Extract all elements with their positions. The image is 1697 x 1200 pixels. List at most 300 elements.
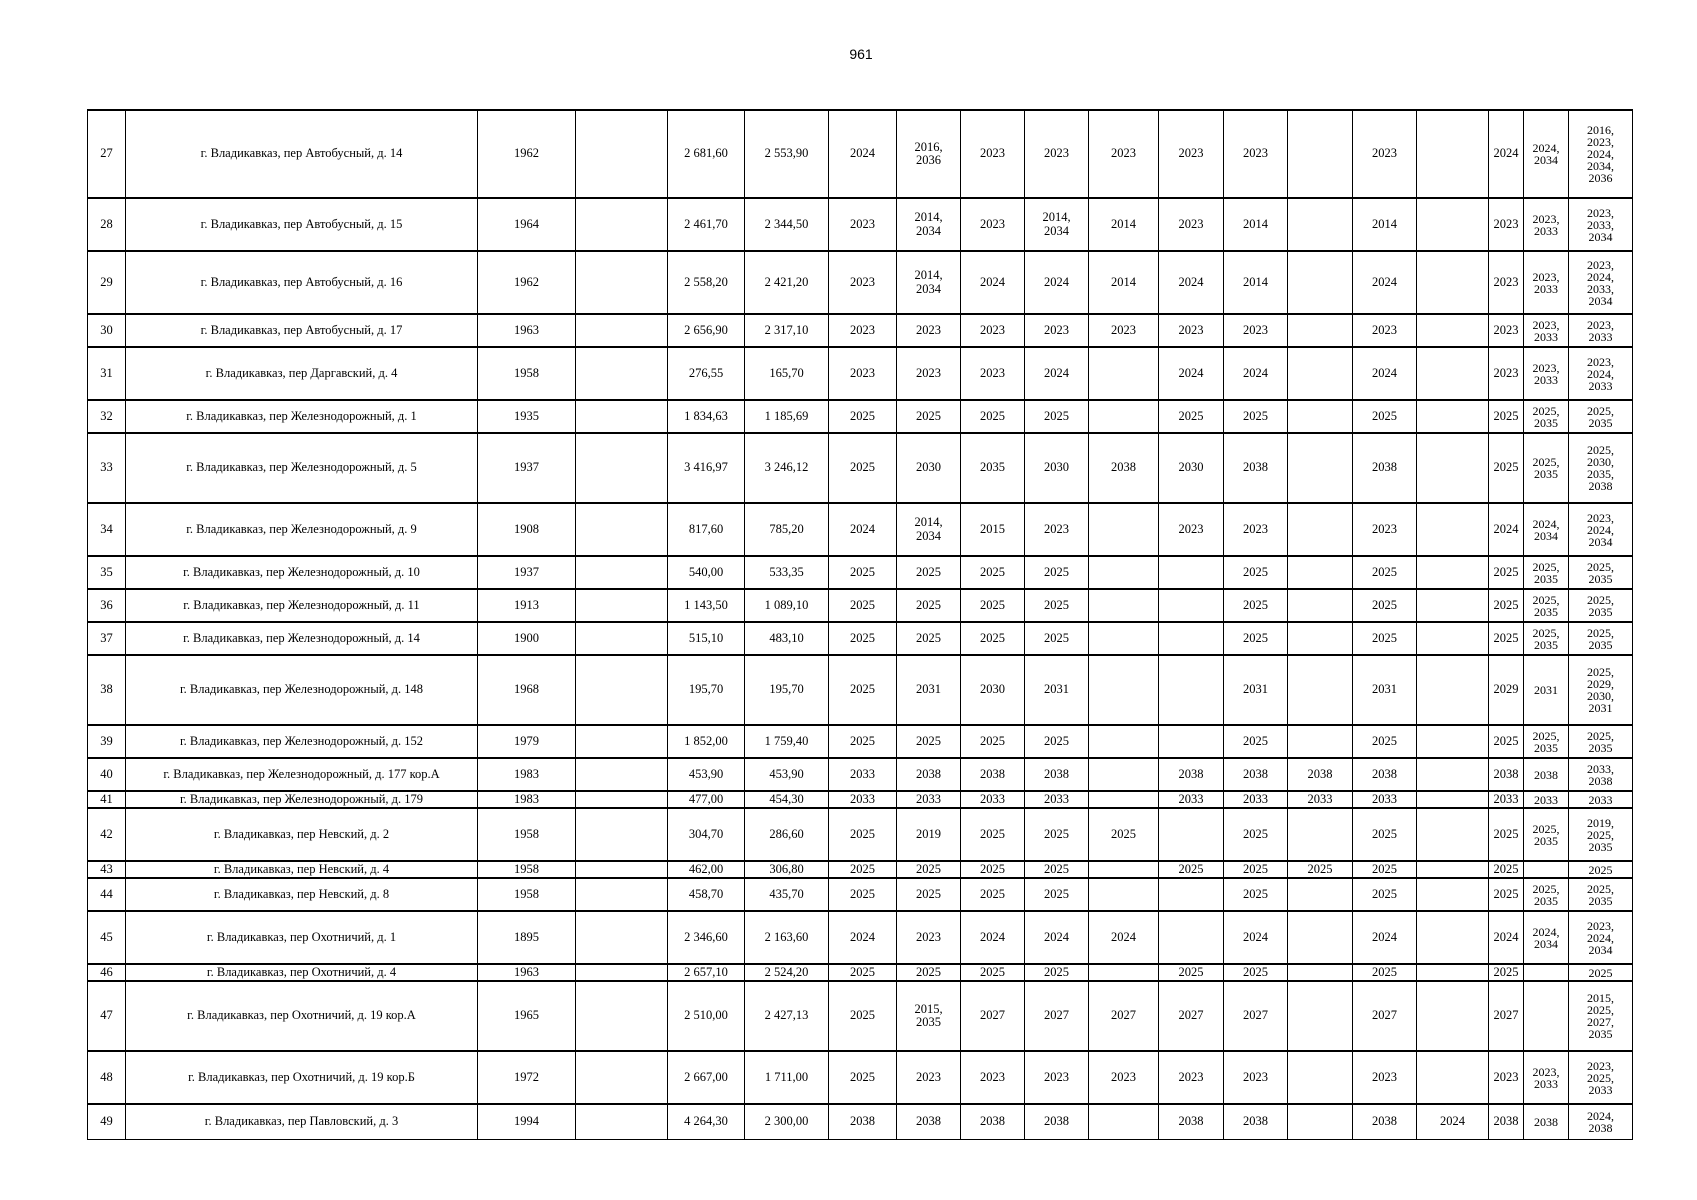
cell-row-number: 28 bbox=[88, 198, 126, 251]
cell-year-col-8 bbox=[1288, 347, 1353, 400]
cell-year-col-5 bbox=[1089, 556, 1159, 589]
cell-year-col-8 bbox=[1288, 655, 1353, 725]
cell-empty-cell bbox=[576, 503, 668, 556]
cell-year-col-13: 2025, 2035 bbox=[1569, 878, 1633, 911]
cell-year-col-6: 2025 bbox=[1159, 964, 1224, 981]
cell-row-number: 32 bbox=[88, 400, 126, 433]
cell-year-col-9: 2033 bbox=[1353, 791, 1417, 808]
cell-year-col-10 bbox=[1417, 981, 1489, 1051]
cell-year-col-13: 2033 bbox=[1569, 791, 1633, 808]
cell-empty-cell bbox=[576, 964, 668, 981]
table-row bbox=[88, 964, 1633, 981]
cell-total-area: 2 667,00 bbox=[668, 1051, 745, 1104]
cell-empty-cell bbox=[576, 347, 668, 400]
cell-year-col-1: 2025 bbox=[829, 556, 897, 589]
cell-empty-cell bbox=[576, 1104, 668, 1139]
cell-year-col-3: 2025 bbox=[961, 808, 1025, 861]
table-row bbox=[88, 791, 1633, 808]
cell-year-col-3: 2015 bbox=[961, 503, 1025, 556]
cell-address: г. Владикавказ, пер Невский, д. 2 bbox=[126, 808, 478, 861]
cell-year-col-4: 2023 bbox=[1025, 1051, 1089, 1104]
cell-row-number: 49 bbox=[88, 1104, 126, 1139]
cell-year-col-1: 2025 bbox=[829, 725, 897, 758]
cell-year-col-5 bbox=[1089, 725, 1159, 758]
cell-year-col-1: 2025 bbox=[829, 400, 897, 433]
cell-year-col-9: 2024 bbox=[1353, 347, 1417, 400]
cell-year-col-9: 2025 bbox=[1353, 556, 1417, 589]
cell-year-col-9: 2023 bbox=[1353, 1051, 1417, 1104]
cell-total-area: 304,70 bbox=[668, 808, 745, 861]
cell-total-area: 817,60 bbox=[668, 503, 745, 556]
cell-year-col-11: 2023 bbox=[1489, 251, 1524, 314]
cell-living-area: 165,70 bbox=[745, 347, 829, 400]
cell-year-col-1: 2025 bbox=[829, 1051, 897, 1104]
cell-year-col-3: 2025 bbox=[961, 622, 1025, 655]
cell-year-col-5: 2027 bbox=[1089, 981, 1159, 1051]
cell-address: г. Владикавказ, пер Железнодорожный, д. 5 bbox=[126, 433, 478, 503]
cell-year-col-8: 2038 bbox=[1288, 758, 1353, 791]
cell-year-col-3: 2030 bbox=[961, 655, 1025, 725]
cell-year-col-9: 2025 bbox=[1353, 878, 1417, 911]
cell-year-col-4: 2025 bbox=[1025, 878, 1089, 911]
cell-empty-cell bbox=[576, 911, 668, 964]
cell-year-col-5: 2014 bbox=[1089, 251, 1159, 314]
cell-row-number: 47 bbox=[88, 981, 126, 1051]
cell-row-number: 43 bbox=[88, 861, 126, 878]
cell-year-col-8: 2025 bbox=[1288, 861, 1353, 878]
cell-year-col-10 bbox=[1417, 808, 1489, 861]
cell-year-col-6 bbox=[1159, 655, 1224, 725]
table-body bbox=[88, 110, 1633, 1139]
cell-row-number: 27 bbox=[88, 110, 126, 198]
cell-year-col-7: 2033 bbox=[1224, 791, 1288, 808]
table-row bbox=[88, 556, 1633, 589]
cell-year-col-11: 2025 bbox=[1489, 725, 1524, 758]
cell-year-col-10 bbox=[1417, 725, 1489, 758]
cell-year-col-10 bbox=[1417, 622, 1489, 655]
cell-living-area: 1 185,69 bbox=[745, 400, 829, 433]
cell-empty-cell bbox=[576, 589, 668, 622]
cell-year-col-12: 2025, 2035 bbox=[1524, 400, 1569, 433]
cell-year-col-1: 2023 bbox=[829, 251, 897, 314]
cell-year-col-8 bbox=[1288, 878, 1353, 911]
cell-year-col-12: 2023, 2033 bbox=[1524, 198, 1569, 251]
cell-total-area: 2 558,20 bbox=[668, 251, 745, 314]
cell-address: г. Владикавказ, пер Охотничий, д. 19 кор.А bbox=[126, 981, 478, 1051]
cell-living-area: 1 711,00 bbox=[745, 1051, 829, 1104]
cell-year-col-4: 2025 bbox=[1025, 808, 1089, 861]
cell-year-col-3: 2023 bbox=[961, 1051, 1025, 1104]
cell-year-col-3: 2023 bbox=[961, 198, 1025, 251]
cell-empty-cell bbox=[576, 556, 668, 589]
table-row bbox=[88, 725, 1633, 758]
cell-year-col-11: 2038 bbox=[1489, 758, 1524, 791]
cell-year-col-4: 2023 bbox=[1025, 314, 1089, 347]
cell-year-col-4: 2024 bbox=[1025, 347, 1089, 400]
cell-living-area: 2 317,10 bbox=[745, 314, 829, 347]
cell-year-col-6: 2025 bbox=[1159, 400, 1224, 433]
table-row bbox=[88, 110, 1633, 198]
cell-address: г. Владикавказ, пер Автобусный, д. 14 bbox=[126, 110, 478, 198]
cell-year-col-5 bbox=[1089, 791, 1159, 808]
cell-year-col-1: 2038 bbox=[829, 1104, 897, 1139]
cell-year-col-7: 2025 bbox=[1224, 808, 1288, 861]
cell-year-col-10 bbox=[1417, 400, 1489, 433]
cell-year-col-12: 2023, 2033 bbox=[1524, 1051, 1569, 1104]
cell-year-col-7: 2025 bbox=[1224, 725, 1288, 758]
cell-year-col-4: 2024 bbox=[1025, 251, 1089, 314]
cell-year-col-7: 2025 bbox=[1224, 622, 1288, 655]
cell-year-col-8 bbox=[1288, 433, 1353, 503]
cell-year-col-8 bbox=[1288, 503, 1353, 556]
cell-year-col-13: 2015, 2025, 2027, 2035 bbox=[1569, 981, 1633, 1051]
cell-address: г. Владикавказ, пер Железнодорожный, д. 10 bbox=[126, 556, 478, 589]
cell-year-col-11: 2027 bbox=[1489, 981, 1524, 1051]
cell-year-col-2: 2025 bbox=[897, 861, 961, 878]
table-row bbox=[88, 503, 1633, 556]
cell-build-year: 1935 bbox=[478, 400, 576, 433]
cell-year-col-9: 2025 bbox=[1353, 622, 1417, 655]
cell-year-col-10 bbox=[1417, 433, 1489, 503]
cell-living-area: 2 344,50 bbox=[745, 198, 829, 251]
cell-build-year: 1979 bbox=[478, 725, 576, 758]
cell-year-col-10 bbox=[1417, 589, 1489, 622]
cell-build-year: 1958 bbox=[478, 878, 576, 911]
table-row bbox=[88, 1104, 1633, 1139]
cell-row-number: 34 bbox=[88, 503, 126, 556]
cell-year-col-3: 2038 bbox=[961, 1104, 1025, 1139]
cell-year-col-9: 2025 bbox=[1353, 400, 1417, 433]
cell-year-col-10 bbox=[1417, 758, 1489, 791]
cell-year-col-12: 2025, 2035 bbox=[1524, 725, 1569, 758]
cell-row-number: 31 bbox=[88, 347, 126, 400]
table-row bbox=[88, 589, 1633, 622]
cell-living-area: 2 300,00 bbox=[745, 1104, 829, 1139]
cell-address: г. Владикавказ, пер Железнодорожный, д. 148 bbox=[126, 655, 478, 725]
cell-year-col-13: 2023, 2024, 2034 bbox=[1569, 911, 1633, 964]
cell-year-col-7: 2025 bbox=[1224, 556, 1288, 589]
cell-year-col-12: 2025, 2035 bbox=[1524, 589, 1569, 622]
cell-year-col-2: 2015, 2035 bbox=[897, 981, 961, 1051]
cell-address: г. Владикавказ, пер Охотничий, д. 4 bbox=[126, 964, 478, 981]
cell-year-col-11: 2025 bbox=[1489, 964, 1524, 981]
cell-year-col-12: 2025, 2035 bbox=[1524, 433, 1569, 503]
cell-empty-cell bbox=[576, 622, 668, 655]
cell-year-col-1: 2025 bbox=[829, 861, 897, 878]
cell-empty-cell bbox=[576, 110, 668, 198]
cell-year-col-3: 2025 bbox=[961, 400, 1025, 433]
cell-year-col-8 bbox=[1288, 808, 1353, 861]
cell-year-col-5 bbox=[1089, 758, 1159, 791]
cell-row-number: 39 bbox=[88, 725, 126, 758]
cell-year-col-6: 2024 bbox=[1159, 251, 1224, 314]
cell-year-col-12: 2023, 2033 bbox=[1524, 314, 1569, 347]
cell-year-col-8 bbox=[1288, 1104, 1353, 1139]
cell-year-col-10 bbox=[1417, 1051, 1489, 1104]
cell-year-col-12 bbox=[1524, 964, 1569, 981]
cell-year-col-11: 2024 bbox=[1489, 503, 1524, 556]
cell-year-col-12: 2023, 2033 bbox=[1524, 347, 1569, 400]
cell-year-col-11: 2024 bbox=[1489, 110, 1524, 198]
cell-year-col-11: 2025 bbox=[1489, 433, 1524, 503]
cell-year-col-3: 2024 bbox=[961, 251, 1025, 314]
cell-year-col-6 bbox=[1159, 622, 1224, 655]
cell-row-number: 45 bbox=[88, 911, 126, 964]
cell-year-col-1: 2025 bbox=[829, 981, 897, 1051]
cell-year-col-9: 2025 bbox=[1353, 725, 1417, 758]
cell-build-year: 1968 bbox=[478, 655, 576, 725]
cell-total-area: 276,55 bbox=[668, 347, 745, 400]
cell-year-col-3: 2025 bbox=[961, 964, 1025, 981]
cell-build-year: 1908 bbox=[478, 503, 576, 556]
cell-year-col-1: 2024 bbox=[829, 911, 897, 964]
cell-year-col-9: 2024 bbox=[1353, 911, 1417, 964]
cell-year-col-6: 2038 bbox=[1159, 1104, 1224, 1139]
cell-year-col-13: 2023, 2033, 2034 bbox=[1569, 198, 1633, 251]
cell-year-col-9: 2038 bbox=[1353, 1104, 1417, 1139]
cell-year-col-3: 2025 bbox=[961, 861, 1025, 878]
cell-year-col-9: 2027 bbox=[1353, 981, 1417, 1051]
cell-year-col-10 bbox=[1417, 911, 1489, 964]
cell-empty-cell bbox=[576, 251, 668, 314]
cell-year-col-5 bbox=[1089, 347, 1159, 400]
cell-living-area: 1 759,40 bbox=[745, 725, 829, 758]
cell-empty-cell bbox=[576, 981, 668, 1051]
cell-year-col-1: 2025 bbox=[829, 655, 897, 725]
cell-year-col-1: 2023 bbox=[829, 347, 897, 400]
cell-year-col-6 bbox=[1159, 556, 1224, 589]
cell-year-col-2: 2014, 2034 bbox=[897, 251, 961, 314]
cell-row-number: 36 bbox=[88, 589, 126, 622]
cell-year-col-11: 2033 bbox=[1489, 791, 1524, 808]
cell-year-col-3: 2025 bbox=[961, 725, 1025, 758]
cell-row-number: 35 bbox=[88, 556, 126, 589]
cell-year-col-6: 2023 bbox=[1159, 314, 1224, 347]
cell-year-col-7: 2038 bbox=[1224, 433, 1288, 503]
cell-year-col-13: 2025, 2035 bbox=[1569, 725, 1633, 758]
cell-empty-cell bbox=[576, 198, 668, 251]
cell-year-col-8 bbox=[1288, 911, 1353, 964]
cell-year-col-5 bbox=[1089, 964, 1159, 981]
cell-address: г. Владикавказ, пер Железнодорожный, д. 177 кор.А bbox=[126, 758, 478, 791]
cell-year-col-5 bbox=[1089, 400, 1159, 433]
cell-year-col-7: 2023 bbox=[1224, 1051, 1288, 1104]
cell-year-col-1: 2025 bbox=[829, 622, 897, 655]
cell-year-col-1: 2025 bbox=[829, 964, 897, 981]
cell-year-col-9: 2014 bbox=[1353, 198, 1417, 251]
cell-year-col-11: 2025 bbox=[1489, 556, 1524, 589]
cell-row-number: 33 bbox=[88, 433, 126, 503]
cell-build-year: 1913 bbox=[478, 589, 576, 622]
cell-year-col-10 bbox=[1417, 791, 1489, 808]
cell-address: г. Владикавказ, пер Невский, д. 4 bbox=[126, 861, 478, 878]
cell-total-area: 2 656,90 bbox=[668, 314, 745, 347]
cell-living-area: 483,10 bbox=[745, 622, 829, 655]
cell-year-col-9: 2025 bbox=[1353, 964, 1417, 981]
cell-year-col-10 bbox=[1417, 878, 1489, 911]
cell-year-col-11: 2038 bbox=[1489, 1104, 1524, 1139]
cell-year-col-1: 2024 bbox=[829, 110, 897, 198]
cell-year-col-11: 2023 bbox=[1489, 347, 1524, 400]
cell-address: г. Владикавказ, пер Павловский, д. 3 bbox=[126, 1104, 478, 1139]
cell-year-col-6: 2023 bbox=[1159, 198, 1224, 251]
cell-living-area: 533,35 bbox=[745, 556, 829, 589]
cell-living-area: 453,90 bbox=[745, 758, 829, 791]
cell-year-col-11: 2029 bbox=[1489, 655, 1524, 725]
cell-build-year: 1983 bbox=[478, 758, 576, 791]
cell-year-col-12: 2038 bbox=[1524, 758, 1569, 791]
cell-year-col-8 bbox=[1288, 589, 1353, 622]
cell-build-year: 1958 bbox=[478, 861, 576, 878]
cell-year-col-3: 2024 bbox=[961, 911, 1025, 964]
cell-year-col-4: 2023 bbox=[1025, 503, 1089, 556]
cell-year-col-6: 2023 bbox=[1159, 503, 1224, 556]
cell-year-col-8 bbox=[1288, 314, 1353, 347]
cell-total-area: 1 143,50 bbox=[668, 589, 745, 622]
cell-year-col-7: 2025 bbox=[1224, 589, 1288, 622]
cell-total-area: 515,10 bbox=[668, 622, 745, 655]
cell-year-col-12: 2031 bbox=[1524, 655, 1569, 725]
cell-empty-cell bbox=[576, 878, 668, 911]
cell-year-col-10 bbox=[1417, 556, 1489, 589]
cell-year-col-1: 2025 bbox=[829, 878, 897, 911]
cell-year-col-4: 2033 bbox=[1025, 791, 1089, 808]
cell-year-col-5: 2025 bbox=[1089, 808, 1159, 861]
cell-year-col-11: 2025 bbox=[1489, 622, 1524, 655]
cell-year-col-2: 2014, 2034 bbox=[897, 198, 961, 251]
cell-year-col-11: 2024 bbox=[1489, 911, 1524, 964]
cell-year-col-8 bbox=[1288, 964, 1353, 981]
cell-year-col-13: 2025, 2035 bbox=[1569, 589, 1633, 622]
cell-total-area: 462,00 bbox=[668, 861, 745, 878]
cell-living-area: 306,80 bbox=[745, 861, 829, 878]
cell-year-col-2: 2023 bbox=[897, 314, 961, 347]
cell-year-col-8 bbox=[1288, 556, 1353, 589]
cell-address: г. Владикавказ, пер Железнодорожный, д. 1 bbox=[126, 400, 478, 433]
cell-living-area: 2 553,90 bbox=[745, 110, 829, 198]
cell-year-col-6: 2023 bbox=[1159, 1051, 1224, 1104]
cell-year-col-2: 2025 bbox=[897, 964, 961, 981]
cell-year-col-9: 2025 bbox=[1353, 589, 1417, 622]
cell-year-col-7: 2031 bbox=[1224, 655, 1288, 725]
cell-year-col-5: 2023 bbox=[1089, 314, 1159, 347]
table-row bbox=[88, 1051, 1633, 1104]
cell-empty-cell bbox=[576, 725, 668, 758]
cell-year-col-5 bbox=[1089, 503, 1159, 556]
cell-year-col-3: 2023 bbox=[961, 110, 1025, 198]
cell-address: г. Владикавказ, пер Невский, д. 8 bbox=[126, 878, 478, 911]
cell-living-area: 1 089,10 bbox=[745, 589, 829, 622]
cell-year-col-1: 2023 bbox=[829, 314, 897, 347]
table-row bbox=[88, 758, 1633, 791]
cell-year-col-3: 2035 bbox=[961, 433, 1025, 503]
cell-build-year: 1964 bbox=[478, 198, 576, 251]
cell-year-col-13: 2023, 2025, 2033 bbox=[1569, 1051, 1633, 1104]
cell-year-col-4: 2038 bbox=[1025, 758, 1089, 791]
cell-year-col-11: 2025 bbox=[1489, 400, 1524, 433]
table-row bbox=[88, 655, 1633, 725]
cell-year-col-5 bbox=[1089, 655, 1159, 725]
cell-empty-cell bbox=[576, 433, 668, 503]
cell-empty-cell bbox=[576, 758, 668, 791]
table-row bbox=[88, 347, 1633, 400]
cell-year-col-12: 2038 bbox=[1524, 1104, 1569, 1139]
cell-address: г. Владикавказ, пер Автобусный, д. 15 bbox=[126, 198, 478, 251]
cell-year-col-12: 2023, 2033 bbox=[1524, 251, 1569, 314]
cell-year-col-4: 2025 bbox=[1025, 556, 1089, 589]
table-row bbox=[88, 808, 1633, 861]
cell-year-col-1: 2023 bbox=[829, 198, 897, 251]
cell-row-number: 30 bbox=[88, 314, 126, 347]
cell-year-col-9: 2023 bbox=[1353, 314, 1417, 347]
cell-year-col-10 bbox=[1417, 251, 1489, 314]
cell-year-col-4: 2025 bbox=[1025, 964, 1089, 981]
cell-year-col-1: 2033 bbox=[829, 758, 897, 791]
cell-year-col-10 bbox=[1417, 964, 1489, 981]
cell-row-number: 41 bbox=[88, 791, 126, 808]
cell-row-number: 46 bbox=[88, 964, 126, 981]
cell-row-number: 37 bbox=[88, 622, 126, 655]
cell-year-col-13: 2023, 2033 bbox=[1569, 314, 1633, 347]
cell-year-col-1: 2024 bbox=[829, 503, 897, 556]
cell-year-col-4: 2025 bbox=[1025, 861, 1089, 878]
cell-year-col-13: 2025, 2029, 2030, 2031 bbox=[1569, 655, 1633, 725]
cell-total-area: 458,70 bbox=[668, 878, 745, 911]
cell-year-col-12: 2025, 2035 bbox=[1524, 878, 1569, 911]
cell-year-col-5 bbox=[1089, 622, 1159, 655]
cell-year-col-5 bbox=[1089, 589, 1159, 622]
cell-address: г. Владикавказ, пер Охотничий, д. 19 кор.Б bbox=[126, 1051, 478, 1104]
cell-year-col-1: 2033 bbox=[829, 791, 897, 808]
cell-living-area: 286,60 bbox=[745, 808, 829, 861]
table-row bbox=[88, 400, 1633, 433]
cell-year-col-9: 2023 bbox=[1353, 503, 1417, 556]
cell-year-col-2: 2019 bbox=[897, 808, 961, 861]
table-row bbox=[88, 198, 1633, 251]
cell-year-col-12 bbox=[1524, 861, 1569, 878]
cell-row-number: 48 bbox=[88, 1051, 126, 1104]
cell-year-col-11: 2025 bbox=[1489, 878, 1524, 911]
cell-year-col-5 bbox=[1089, 878, 1159, 911]
cell-year-col-6: 2023 bbox=[1159, 110, 1224, 198]
cell-total-area: 477,00 bbox=[668, 791, 745, 808]
cell-year-col-4: 2025 bbox=[1025, 400, 1089, 433]
cell-build-year: 1895 bbox=[478, 911, 576, 964]
cell-build-year: 1963 bbox=[478, 964, 576, 981]
cell-year-col-12 bbox=[1524, 981, 1569, 1051]
cell-year-col-6: 2025 bbox=[1159, 861, 1224, 878]
cell-year-col-8: 2033 bbox=[1288, 791, 1353, 808]
cell-year-col-9: 2023 bbox=[1353, 110, 1417, 198]
cell-build-year: 1994 bbox=[478, 1104, 576, 1139]
cell-empty-cell bbox=[576, 314, 668, 347]
cell-build-year: 1972 bbox=[478, 1051, 576, 1104]
cell-build-year: 1963 bbox=[478, 314, 576, 347]
cell-year-col-5 bbox=[1089, 861, 1159, 878]
cell-year-col-4: 2030 bbox=[1025, 433, 1089, 503]
cell-empty-cell bbox=[576, 400, 668, 433]
cell-year-col-9: 2038 bbox=[1353, 758, 1417, 791]
cell-year-col-13: 2016, 2023, 2024, 2034, 2036 bbox=[1569, 110, 1633, 198]
cell-year-col-13: 2025, 2035 bbox=[1569, 556, 1633, 589]
cell-total-area: 2 657,10 bbox=[668, 964, 745, 981]
cell-year-col-7: 2025 bbox=[1224, 861, 1288, 878]
cell-living-area: 785,20 bbox=[745, 503, 829, 556]
cell-year-col-8 bbox=[1288, 725, 1353, 758]
cell-living-area: 195,70 bbox=[745, 655, 829, 725]
cell-year-col-4: 2038 bbox=[1025, 1104, 1089, 1139]
cell-year-col-10 bbox=[1417, 861, 1489, 878]
